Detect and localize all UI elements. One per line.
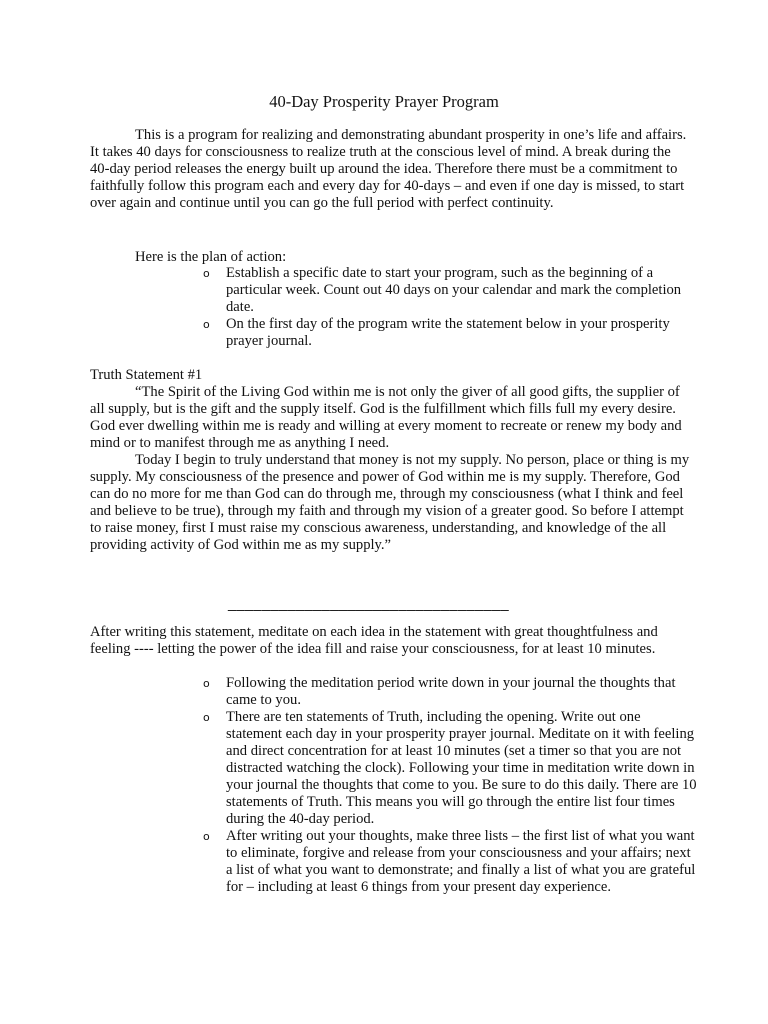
intro-paragraph: This is a program for realizing and demonstrating abundant prosperity in one’s life and affairs. It takes 40 days for consciousness to realize truth at the conscious level of mind. A break during the 40-day period releases the energy built up around the idea. Therefore there must be a commitment to faithfully follow this program each and every day for 40-days – and even if one day is missed, to start over again and continue until you can go the full period with perfect continuity. xyxy=(90,127,687,211)
plan-heading: Here is the plan of action: xyxy=(135,249,287,265)
list-item-text: There are ten statements of Truth, including the opening. Write out one statement each day in your prosperity prayer journal. Meditate on it with feeling and direct concentration for at least 10 minutes (set a timer so that you are not distracted watching the clock). Following your time in meditation write down in your journal the thoughts that come to you. Be sure to do this daily. There are 10 statements of Truth. This means you will go through the entire list four times during the 40-day period. xyxy=(226,709,697,827)
list-item-text: Following the meditation period write down in your journal the thoughts that came to you. xyxy=(226,675,676,708)
bullet-icon: o xyxy=(203,267,210,280)
list-item xyxy=(203,316,699,350)
list-item-text: Establish a specific date to start your program, such as the beginning of a particular week. Count out 40 days on your calendar and mark the completion date. xyxy=(226,265,682,315)
bullet-icon: o xyxy=(203,711,210,724)
list-item xyxy=(203,265,699,316)
truth-statement-heading: Truth Statement #1 xyxy=(90,367,203,383)
after-writing-paragraph: After writing this statement, meditate on each idea in the statement with great thoughtfulness and feeling ---- letting the power of the idea fill and raise your consciousness, for at least 10 minutes. xyxy=(90,624,658,657)
list-item xyxy=(203,675,699,709)
instructions-list xyxy=(203,675,699,896)
list-item-text: On the first day of the program write the statement below in your prosperity prayer journal. xyxy=(226,316,670,349)
bullet-icon: o xyxy=(203,318,210,331)
truth-statement-paragraph-1: “The Spirit of the Living God within me is not only the giver of all good gifts, the supplier of all supply, but is the gift and the supply itself. God is the fulfillment which fills full my every desire. God ever dwelling within me is ready and willing at every moment to recreate or renew my body and mind or to manifest through me as anything I need. xyxy=(90,384,682,451)
bullet-icon: o xyxy=(203,677,210,690)
plan-list xyxy=(203,265,699,350)
list-item xyxy=(203,709,699,828)
list-item-text: After writing out your thoughts, make three lists – the first list of what you want to eliminate, forgive and release from your consciousness and your affairs; next a list of what you want to demonstrate; and finally a list of what you are grateful for – including at least 6 things from your present day experience. xyxy=(226,828,696,895)
section-divider: _________________________________ xyxy=(228,596,510,612)
bullet-icon: o xyxy=(203,830,210,843)
truth-statement-paragraph-2: Today I begin to truly understand that money is not my supply. No person, place or thing is my supply. My consciousness of the presence and power of God within me is my supply. Therefore, God can do no more for me than God can do through me, through my consciousness (what I think and feel and believe to be true), through my faith and through my vision of a greater good. So before I attempt to raise money, first I must raise my conscious awareness, understanding, and knowledge of the all providing activity of God within me as my supply.” xyxy=(90,452,690,553)
page-title: 40-Day Prosperity Prayer Program xyxy=(269,92,499,111)
list-item xyxy=(203,828,699,896)
